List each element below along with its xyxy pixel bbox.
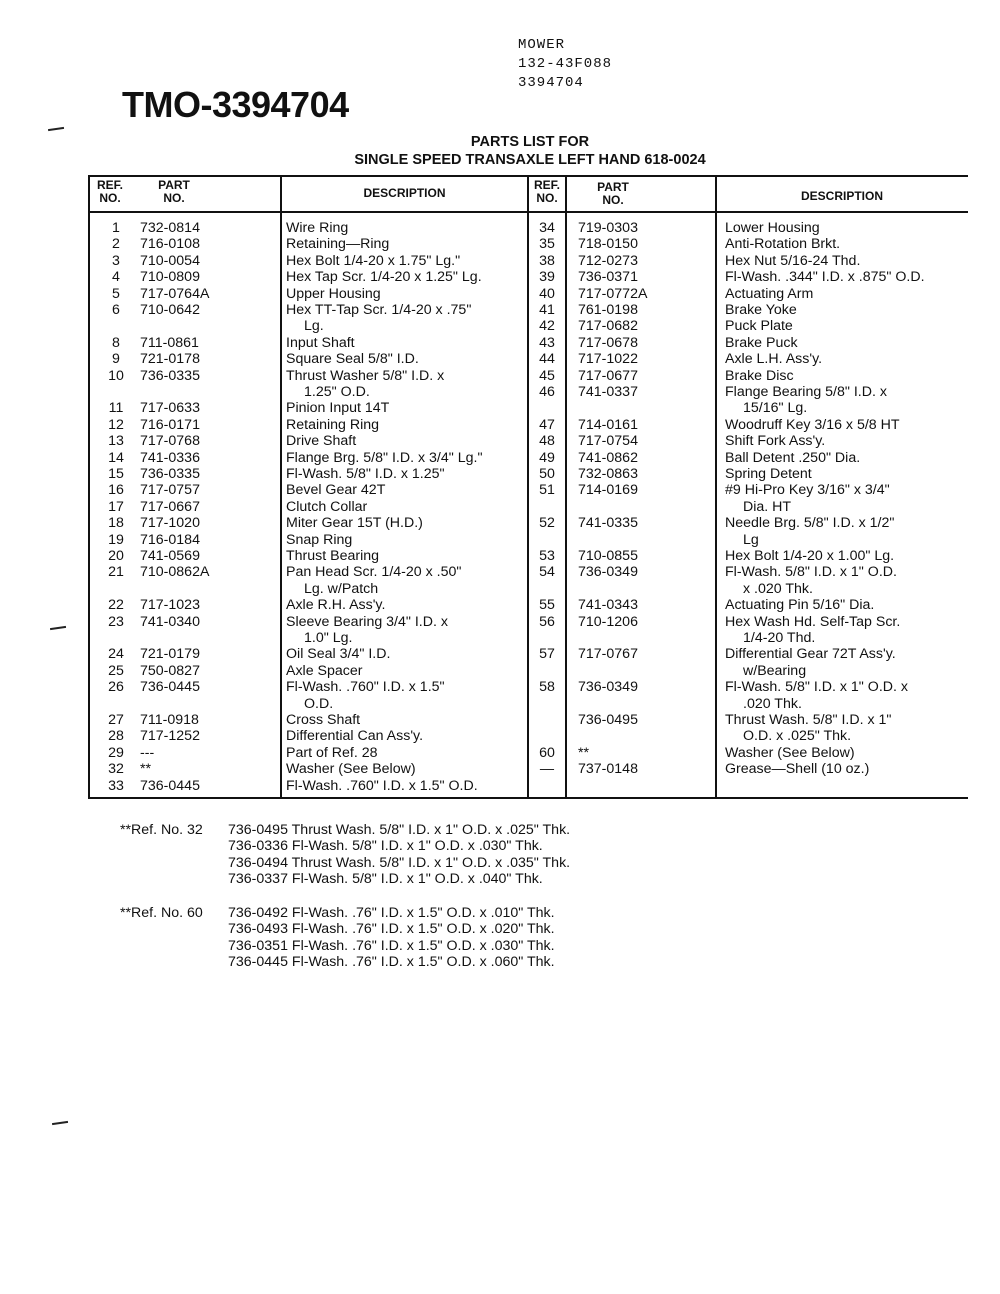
description-cell: Fl-Wash. .760" I.D. x 1.5" <box>286 679 445 696</box>
ref-no-cell: 54 <box>539 564 555 581</box>
ref-no-cell: 18 <box>108 515 124 532</box>
description-cell: Thrust Bearing <box>286 548 380 564</box>
table-row <box>88 778 968 794</box>
table-row <box>88 646 968 662</box>
part-no-cell: 710-0855 <box>578 548 638 564</box>
part-no-cell: 736-0335 <box>140 466 200 482</box>
ref-no-cell: 53 <box>539 548 555 564</box>
part-no-cell: 717-0667 <box>140 498 200 515</box>
part-no-cell: 717-1252 <box>140 728 200 745</box>
part-no-cell: 741-0336 <box>140 449 200 466</box>
part-no-cell: 741-0343 <box>578 597 638 614</box>
ref-no-cell: 17 <box>108 498 124 515</box>
table-row <box>88 351 968 367</box>
footnote-label: **Ref. No. 60 <box>120 905 203 921</box>
ref-no-cell: 32 <box>108 761 124 778</box>
table-row <box>88 728 968 744</box>
scan-mark <box>52 1121 68 1125</box>
table-row <box>88 482 968 498</box>
part-no-cell: 736-0495 <box>578 712 638 728</box>
description-cell: O.D. x .025" Thk. <box>743 728 852 745</box>
ref-no-cell: 1 <box>112 220 120 236</box>
ref-no-cell: 52 <box>539 515 555 532</box>
part-no-cell: 717-1020 <box>140 515 200 532</box>
description-cell: Fl-Wash. 5/8" I.D. x 1.25" <box>286 466 445 482</box>
ref-no-cell: 60 <box>539 744 555 761</box>
description-cell: Actuating Pin 5/16" Dia. <box>725 597 875 614</box>
ref-no-cell: 33 <box>108 777 124 794</box>
description-cell: Lg. w/Patch <box>304 580 379 597</box>
part-no-cell: 717-0677 <box>578 367 638 384</box>
ref-no-cell: 28 <box>108 728 124 745</box>
ref-no-cell: 49 <box>539 449 555 466</box>
part-no-cell: 710-1206 <box>578 613 638 630</box>
ref-no-cell: 19 <box>108 531 124 548</box>
description-cell: 1/4-20 Thd. <box>743 630 816 646</box>
description-cell: Shift Fork Ass'y. <box>725 433 826 450</box>
part-no-cell: 716-0184 <box>140 531 200 548</box>
ref-no-cell: 40 <box>539 285 555 302</box>
part-no-cell: 736-0349 <box>578 679 638 696</box>
table-row <box>88 417 968 433</box>
description-cell: Hex Bolt 1/4-20 x 1.75" Lg." <box>286 252 461 269</box>
table-row <box>88 679 968 695</box>
description-cell: Oil Seal 3/4" I.D. <box>286 646 391 663</box>
description-cell: Fl-Wash. 5/8" I.D. x 1" O.D. x <box>725 679 908 696</box>
ref-no-cell: 42 <box>539 318 555 335</box>
description-cell: Washer (See Below) <box>725 744 855 761</box>
ref-no-cell: 39 <box>539 269 555 286</box>
description-cell: Pan Head Scr. 1/4-20 x .50" <box>286 564 462 581</box>
ref-no-cell: 8 <box>112 334 120 351</box>
footnote-item: 736-0336 Fl-Wash. 5/8" I.D. x 1" O.D. x .030" Thk. <box>228 838 543 855</box>
part-no-cell: 710-0642 <box>140 302 200 318</box>
description-cell: Grease—Shell (10 oz.) <box>725 761 870 778</box>
table-row <box>88 384 968 400</box>
table-row <box>88 564 968 580</box>
ref-no-cell: 15 <box>108 466 124 482</box>
typed-line: MOWER <box>518 37 566 53</box>
description-cell: Axle L.H. Ass'y. <box>725 351 823 368</box>
description-cell: Fl-Wash. .760" I.D. x 1.5" O.D. <box>286 777 478 794</box>
part-no-cell: 741-0340 <box>140 613 200 630</box>
part-no-cell: 741-0335 <box>578 515 638 532</box>
part-no-cell: 721-0179 <box>140 646 200 663</box>
description-cell: Part of Ref. 28 <box>286 744 378 761</box>
footnote-ref-60 <box>120 905 555 1003</box>
ref-no-cell: 44 <box>539 351 555 368</box>
description-cell: Flange Brg. 5/8" I.D. x 3/4" Lg." <box>286 449 483 466</box>
part-no-cell: 711-0918 <box>140 712 199 728</box>
part-no-cell: 741-0569 <box>140 548 200 564</box>
part-no-cell: 717-1022 <box>578 351 638 368</box>
description-cell: Retaining Ring <box>286 416 380 433</box>
part-no-cell: 717-1023 <box>140 597 200 614</box>
description-cell: Snap Ring <box>286 531 353 548</box>
footnote-item: 736-0445 Fl-Wash. .76" I.D. x 1.5" O.D. x .060" Thk. <box>228 953 555 970</box>
footnote-item: 736-0351 Fl-Wash. .76" I.D. x 1.5" O.D. x .030" Thk. <box>228 937 555 954</box>
ref-no-cell: 14 <box>108 449 124 466</box>
part-no-cell: 712-0273 <box>578 252 638 269</box>
description-cell: Differential Gear 72T Ass'y. <box>725 646 896 663</box>
ref-no-cell: 27 <box>108 712 124 728</box>
description-cell: Hex Wash Hd. Self-Tap Scr. <box>725 613 901 630</box>
description-cell: Hex Bolt 1/4-20 x 1.00" Lg. <box>725 548 895 564</box>
ref-no-cell: 55 <box>539 597 555 614</box>
ref-no-cell: 45 <box>539 367 555 384</box>
ref-no-cell: 26 <box>108 679 124 696</box>
description-cell: Upper Housing <box>286 285 381 302</box>
description-cell: Brake Disc <box>725 367 794 384</box>
part-no-cell: 721-0178 <box>140 351 200 368</box>
part-no-cell: 717-0757 <box>140 482 200 499</box>
ref-no-cell: 46 <box>539 384 555 400</box>
description-cell: 15/16" Lg. <box>743 400 808 417</box>
table-row <box>88 630 968 646</box>
typed-line: 3394704 <box>518 75 584 91</box>
ref-no-cell: 48 <box>539 433 555 450</box>
description-cell: Input Shaft <box>286 334 355 351</box>
description-cell: Puck Plate <box>725 318 793 335</box>
description-cell: Hex Tap Scr. 1/4-20 x 1.25" Lg. <box>286 269 482 286</box>
description-cell: Lg. <box>304 318 324 335</box>
table-row <box>88 532 968 548</box>
ref-no-cell: 12 <box>108 416 124 433</box>
ref-no-cell: 23 <box>108 613 124 630</box>
ref-no-cell: 58 <box>539 679 555 696</box>
table-row <box>88 368 968 384</box>
page-title <box>300 133 760 169</box>
table-row <box>88 286 968 302</box>
part-no-cell: 736-0445 <box>140 679 200 696</box>
description-cell: Flange Bearing 5/8" I.D. x <box>725 384 887 400</box>
header-description: DESCRIPTION <box>363 186 446 200</box>
ref-no-cell: 16 <box>108 482 124 499</box>
part-no-cell: 750-0827 <box>140 662 200 679</box>
ref-no-cell: 24 <box>108 646 124 663</box>
ref-no-cell: 9 <box>112 351 120 368</box>
table-row <box>88 515 968 531</box>
description-cell: Brake Puck <box>725 334 798 351</box>
description-cell: Ball Detent .250" Dia. <box>725 449 861 466</box>
ref-no-cell: 43 <box>539 334 555 351</box>
description-cell: 1.25" O.D. <box>304 384 370 400</box>
description-cell: Bevel Gear 42T <box>286 482 386 499</box>
description-cell: #9 Hi-Pro Key 3/16" x 3/4" <box>725 482 890 499</box>
ref-no-cell: 47 <box>539 416 555 433</box>
ref-no-cell: 25 <box>108 662 124 679</box>
table-row <box>88 581 968 597</box>
title-line: PARTS LIST FOR <box>470 134 590 150</box>
footnote-item: 736-0494 Thrust Wash. 5/8" I.D. x 1" O.D. x .035" Thk. <box>228 854 571 871</box>
table-row <box>88 761 968 777</box>
description-cell: Woodruff Key 3/16 x 5/8 HT <box>725 416 900 433</box>
ref-no-cell: 21 <box>108 564 124 581</box>
description-cell: Cross Shaft <box>286 712 361 728</box>
ref-no-cell: 4 <box>112 269 120 286</box>
part-no-cell: 761-0198 <box>578 302 638 318</box>
description-cell: Actuating Arm <box>725 285 814 302</box>
description-cell: Miter Gear 15T (H.D.) <box>286 515 423 532</box>
ref-no-cell: 2 <box>112 236 120 253</box>
description-cell: Needle Brg. 5/8" I.D. x 1/2" <box>725 515 895 532</box>
title-line: SINGLE SPEED TRANSAXLE LEFT HAND 618-0024 <box>354 152 706 168</box>
table-row <box>88 269 968 285</box>
ref-no-cell: 3 <box>112 252 120 269</box>
header-description: DESCRIPTION <box>800 189 883 203</box>
description-cell: Axle Spacer <box>286 662 363 679</box>
header-ref-no: REF. NO. <box>96 178 123 205</box>
part-no-cell: 716-0108 <box>140 236 200 253</box>
description-cell: O.D. <box>304 695 334 712</box>
table-row <box>88 614 968 630</box>
description-cell: w/Bearing <box>743 662 807 679</box>
ref-no-cell: — <box>539 761 555 778</box>
footnote-item: 736-0493 Fl-Wash. .76" I.D. x 1.5" O.D. x .020" Thk. <box>228 921 555 938</box>
description-cell: Lower Housing <box>725 220 820 236</box>
table-row <box>88 253 968 269</box>
part-no-cell: --- <box>140 744 155 761</box>
ref-no-cell: 35 <box>539 236 555 253</box>
table-row <box>88 220 968 236</box>
description-cell: Fl-Wash. 5/8" I.D. x 1" O.D. <box>725 564 897 581</box>
part-no-cell: 717-0682 <box>578 318 638 335</box>
part-no-cell: ** <box>578 744 590 761</box>
part-no-cell: 717-0772A <box>578 285 648 302</box>
table-row <box>88 663 968 679</box>
part-no-cell: 741-0337 <box>578 384 638 400</box>
ref-no-cell: 5 <box>112 285 120 302</box>
table-row <box>88 335 968 351</box>
description-cell: Washer (See Below) <box>286 761 416 778</box>
description-cell: Axle R.H. Ass'y. <box>286 597 386 614</box>
table-row <box>88 696 968 712</box>
description-cell: Spring Detent <box>725 466 812 482</box>
description-cell: Sleeve Bearing 3/4" I.D. x <box>286 613 448 630</box>
description-cell: 1.0" Lg. <box>304 630 353 646</box>
table-row <box>88 548 968 564</box>
description-cell: x .020 Thk. <box>743 580 813 597</box>
part-no-cell: 737-0148 <box>578 761 638 778</box>
description-cell: Differential Can Ass'y. <box>286 728 424 745</box>
table-row <box>88 400 968 416</box>
part-no-cell: 717-0764A <box>140 285 210 302</box>
ref-no-cell: 34 <box>539 220 555 236</box>
description-cell: Drive Shaft <box>286 433 357 450</box>
description-cell: Thrust Wash. 5/8" I.D. x 1" <box>725 712 892 728</box>
ref-no-cell: 10 <box>108 367 124 384</box>
table-row <box>88 499 968 515</box>
part-no-cell: 741-0862 <box>578 449 638 466</box>
part-no-cell: 736-0371 <box>578 269 638 286</box>
part-no-cell: 736-0349 <box>578 564 638 581</box>
ref-no-cell: 20 <box>108 548 124 564</box>
ref-no-cell: 56 <box>539 613 555 630</box>
footnote-item: 736-0337 Fl-Wash. 5/8" I.D. x 1" O.D. x .040" Thk. <box>228 870 543 887</box>
part-no-cell: 716-0171 <box>140 416 200 433</box>
part-no-cell: 710-0054 <box>140 252 200 269</box>
part-no-cell: 718-0150 <box>578 236 638 253</box>
part-no-cell: 736-0335 <box>140 367 200 384</box>
part-no-cell: 717-0768 <box>140 433 200 450</box>
ref-no-cell: 50 <box>539 466 555 482</box>
table-row <box>88 433 968 449</box>
part-no-cell: 710-0809 <box>140 269 200 286</box>
description-cell: Fl-Wash. .344" I.D. x .875" O.D. <box>725 269 925 286</box>
header-ref-no: REF. NO. <box>533 178 560 205</box>
part-no-cell: 717-0767 <box>578 646 638 663</box>
footnote-item: 736-0492 Fl-Wash. .76" I.D. x 1.5" O.D. x .010" Thk. <box>228 905 555 921</box>
table-row <box>88 597 968 613</box>
part-no-cell: 717-0754 <box>578 433 638 450</box>
part-no-cell: 714-0169 <box>578 482 638 499</box>
ref-no-cell: 38 <box>539 252 555 269</box>
description-cell: Dia. HT <box>743 498 792 515</box>
ref-no-cell: 51 <box>539 482 555 499</box>
part-no-cell: 736-0445 <box>140 777 200 794</box>
scan-mark <box>48 127 64 131</box>
part-no-cell: 717-0633 <box>140 400 200 417</box>
table-row <box>88 236 968 252</box>
description-cell: Hex TT-Tap Scr. 1/4-20 x .75" <box>286 302 472 318</box>
table-row <box>88 745 968 761</box>
description-cell: Pinion Input 14T <box>286 400 390 417</box>
table-row <box>88 466 968 482</box>
description-cell: Wire Ring <box>286 220 349 236</box>
description-cell: Thrust Washer 5/8" I.D. x <box>286 367 445 384</box>
part-no-cell: 714-0161 <box>578 416 638 433</box>
ref-no-cell: 13 <box>108 433 124 450</box>
header-part-no: PART NO. <box>597 180 629 207</box>
footnote-item: 736-0495 Thrust Wash. 5/8" I.D. x 1" O.D. x .025" Thk. <box>228 822 571 838</box>
typed-header <box>518 36 612 93</box>
description-cell: .020 Thk. <box>743 695 802 712</box>
ref-no-cell: 41 <box>539 302 555 318</box>
description-cell: Anti-Rotation Brkt. <box>725 236 841 253</box>
description-cell: Square Seal 5/8" I.D. <box>286 351 419 368</box>
part-no-cell: 732-0814 <box>140 220 200 236</box>
document-id: TMO-3394704 <box>122 84 349 125</box>
part-no-cell: 719-0303 <box>578 220 638 236</box>
header-part-no: PART NO. <box>158 178 190 205</box>
description-cell: Lg <box>743 531 759 548</box>
scan-mark <box>50 626 66 630</box>
table-row <box>88 450 968 466</box>
part-no-cell: 732-0863 <box>578 466 638 482</box>
description-cell: Retaining—Ring <box>286 236 390 253</box>
description-cell: Hex Nut 5/16-24 Thd. <box>725 252 861 269</box>
ref-no-cell: 6 <box>112 302 120 318</box>
part-no-cell: ** <box>140 761 152 778</box>
ref-no-cell: 57 <box>539 646 555 663</box>
part-no-cell: 710-0862A <box>140 564 210 581</box>
description-cell: Brake Yoke <box>725 302 797 318</box>
table-row <box>88 318 968 334</box>
ref-no-cell: 29 <box>108 744 124 761</box>
typed-line: 132-43F088 <box>518 56 613 72</box>
part-no-cell: 711-0861 <box>140 334 199 351</box>
footnote-label: **Ref. No. 32 <box>120 822 203 838</box>
ref-no-cell: 22 <box>108 597 124 614</box>
table-row <box>88 712 968 728</box>
description-cell: Clutch Collar <box>286 498 368 515</box>
table-row <box>88 302 968 318</box>
part-no-cell: 717-0678 <box>578 334 638 351</box>
parts-table <box>88 175 968 799</box>
ref-no-cell: 11 <box>108 400 124 417</box>
